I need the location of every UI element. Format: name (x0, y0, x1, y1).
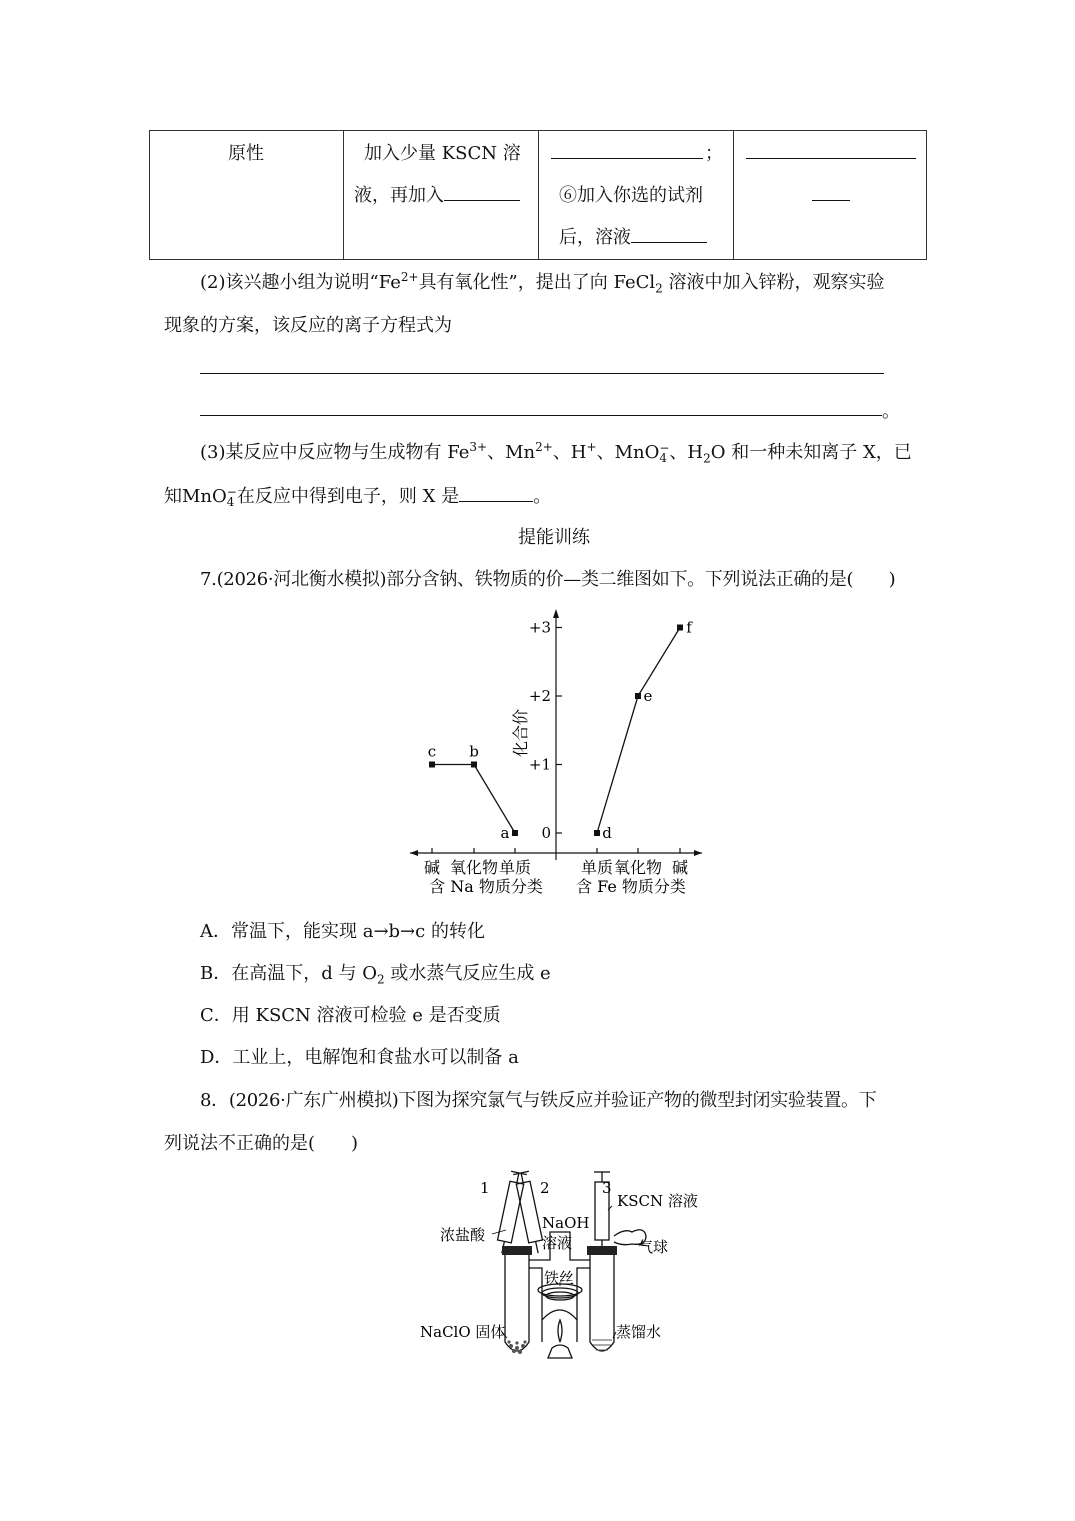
cell-text: 后，溶液 (559, 227, 631, 248)
valence-class-chart (400, 605, 710, 905)
q8-line-2: 列说法不正确的是( ) (164, 1133, 359, 1154)
q3-text: 、Mn (487, 442, 536, 463)
q3-text: 、H (669, 442, 704, 463)
answer-blank[interactable] (444, 180, 520, 201)
data-point-f (677, 625, 683, 631)
y-tick-label: +1 (528, 755, 551, 774)
superscript: 2+ (535, 440, 553, 454)
left-stopper (502, 1246, 532, 1255)
bridge-wall-right (577, 1268, 590, 1342)
answer-blank[interactable] (746, 138, 916, 159)
q2-text: 溶液中加入锌粉，观察实验 (662, 272, 885, 293)
left-test-tube (505, 1250, 529, 1351)
kscn-label: KSCN 溶液 (617, 1192, 698, 1210)
period-mark: 。 (882, 401, 900, 422)
bridge-bottom (542, 1310, 577, 1320)
superscript: + (586, 440, 597, 454)
subscript: 4 (659, 451, 667, 465)
x-tick-label: 碱 (423, 858, 441, 877)
q3-text: 在反应中得到电子，则 X 是 (236, 486, 460, 507)
answer-blank[interactable] (551, 138, 703, 159)
naoh-label-1: NaOH (542, 1214, 590, 1232)
table-cell-3 (539, 131, 734, 260)
answer-line[interactable] (200, 373, 884, 374)
x-group-label-na: 含 Na 物质分类 (429, 877, 543, 896)
right-test-tube (590, 1250, 614, 1351)
q2-text: 具有氧化性”，提出了向 FeCl (418, 272, 656, 293)
subscript: 2 (376, 972, 385, 987)
y-tick-label: +2 (528, 687, 551, 705)
point-label-e: e (643, 687, 653, 705)
q2-line-2: 现象的方案，该反应的离子方程式为 (164, 315, 452, 336)
q3-text: 、MnO (596, 442, 660, 463)
point-label-f: f (686, 618, 692, 637)
conc-hcl-label: 浓盐酸 (440, 1226, 486, 1244)
series-line (597, 628, 680, 834)
water-label: 蒸馏水 (616, 1323, 662, 1341)
superscript: − (659, 441, 670, 455)
answer-line[interactable] (200, 415, 882, 416)
x-tick-label: 氧化物 (613, 858, 663, 877)
answer-blank[interactable] (812, 180, 850, 201)
series-line (432, 765, 515, 834)
x-tick-label: 碱 (671, 858, 689, 877)
option-text: 或水蒸气反应生成 e (384, 963, 551, 984)
answer-blank[interactable] (459, 481, 533, 502)
q3-text: O 和一种未知离子 X，已 (710, 442, 912, 463)
data-point-c (429, 762, 435, 768)
cell-text: 原性 (228, 143, 264, 164)
superscript: − (226, 485, 237, 499)
point-label-a: a (500, 824, 510, 842)
data-point-b (471, 762, 477, 768)
x-axis-right-arrow (694, 850, 702, 856)
x-group-label-fe: 含 Fe 物质分类 (576, 877, 686, 896)
bridge-wall-left (529, 1268, 542, 1342)
x-tick-label: 氧化物 (449, 858, 499, 877)
naoh-label-2: 溶液 (542, 1234, 573, 1252)
q7-stem: 7.(2026·河北衡水模拟)部分含钠、铁物质的价—类二维图如下。下列说法正确的是( ) (200, 569, 896, 590)
balloon-label: 气球 (638, 1238, 669, 1256)
superscript: 3+ (469, 440, 488, 454)
series-layer (428, 619, 693, 843)
q7-option-d: D．工业上，电解饱和食盐水可以制备 a (200, 1047, 519, 1068)
point-label-d: d (602, 824, 612, 842)
cell-text: 加入少量 KSCN 溶 (364, 143, 521, 164)
y-axis-arrow (553, 609, 559, 618)
naclo-solid (507, 1340, 526, 1354)
q2-line-1 (200, 268, 885, 296)
table-cell-1 (150, 131, 344, 260)
q8-line-1: 8．(2026·广东广州模拟)下图为探究氯气与铁反应并验证产物的微型封闭实验装置。下 (200, 1090, 877, 1111)
q2-text: (2)该兴趣小组为说明“Fe (200, 272, 401, 293)
syringe-number-2: 2 (540, 1179, 550, 1197)
subscript: 4 (226, 495, 235, 509)
data-point-a (512, 830, 518, 836)
cell-text: ； (705, 143, 723, 164)
lamp-flame (558, 1320, 562, 1342)
section-title: 提能训练 (518, 527, 590, 548)
subscript: 2 (703, 451, 711, 466)
x-axis-left-arrow (410, 850, 418, 856)
point-label-b: b (469, 742, 479, 761)
y-ticks (529, 619, 562, 843)
iron-wire-label: 铁丝 (544, 1269, 575, 1287)
q7-option-a: A．常温下，能实现 a→b→c 的转化 (200, 921, 485, 942)
option-text: B．在高温下，d 与 O (200, 963, 377, 984)
table-cell-4 (734, 131, 927, 260)
q3-line-2 (164, 481, 551, 508)
q7-option-b (200, 959, 551, 987)
x-tick-label: 单质 (580, 858, 614, 877)
y-tick-label: 0 (541, 824, 551, 842)
apparatus-diagram (410, 1170, 720, 1375)
q3-text: 、H (552, 442, 587, 463)
q3-text: (3)某反应中反应物与生成物有 Fe (200, 442, 470, 463)
data-point-d (594, 830, 600, 836)
q7-option-c: C．用 KSCN 溶液可检验 e 是否变质 (200, 1005, 501, 1026)
ion-script (227, 487, 237, 507)
q3-line-1 (200, 438, 912, 466)
q3-text: 。 (533, 486, 552, 507)
data-point-e (635, 693, 641, 699)
syringe-number-3: 3 (602, 1179, 612, 1197)
table-cell-2 (344, 131, 539, 260)
cell-text: ⑥加入你选的试剂 (559, 185, 703, 206)
point-label-c: c (427, 742, 437, 761)
cell-text: 液，再加入 (354, 185, 444, 206)
naclo-label: NaClO 固体 (420, 1323, 506, 1341)
q3-text: 知MnO (164, 486, 227, 507)
right-stopper (587, 1246, 617, 1255)
syringe-number-1: 1 (480, 1179, 490, 1197)
experiment-table (149, 130, 927, 260)
subscript: 2 (655, 281, 663, 296)
superscript: 2+ (400, 270, 419, 284)
y-axis-label: 化合价 (511, 708, 530, 758)
ion-script (659, 443, 669, 463)
alcohol-lamp (548, 1345, 572, 1358)
answer-blank[interactable] (631, 222, 707, 243)
y-tick-label: +3 (528, 618, 551, 637)
x-tick-label: 单质 (498, 858, 532, 877)
